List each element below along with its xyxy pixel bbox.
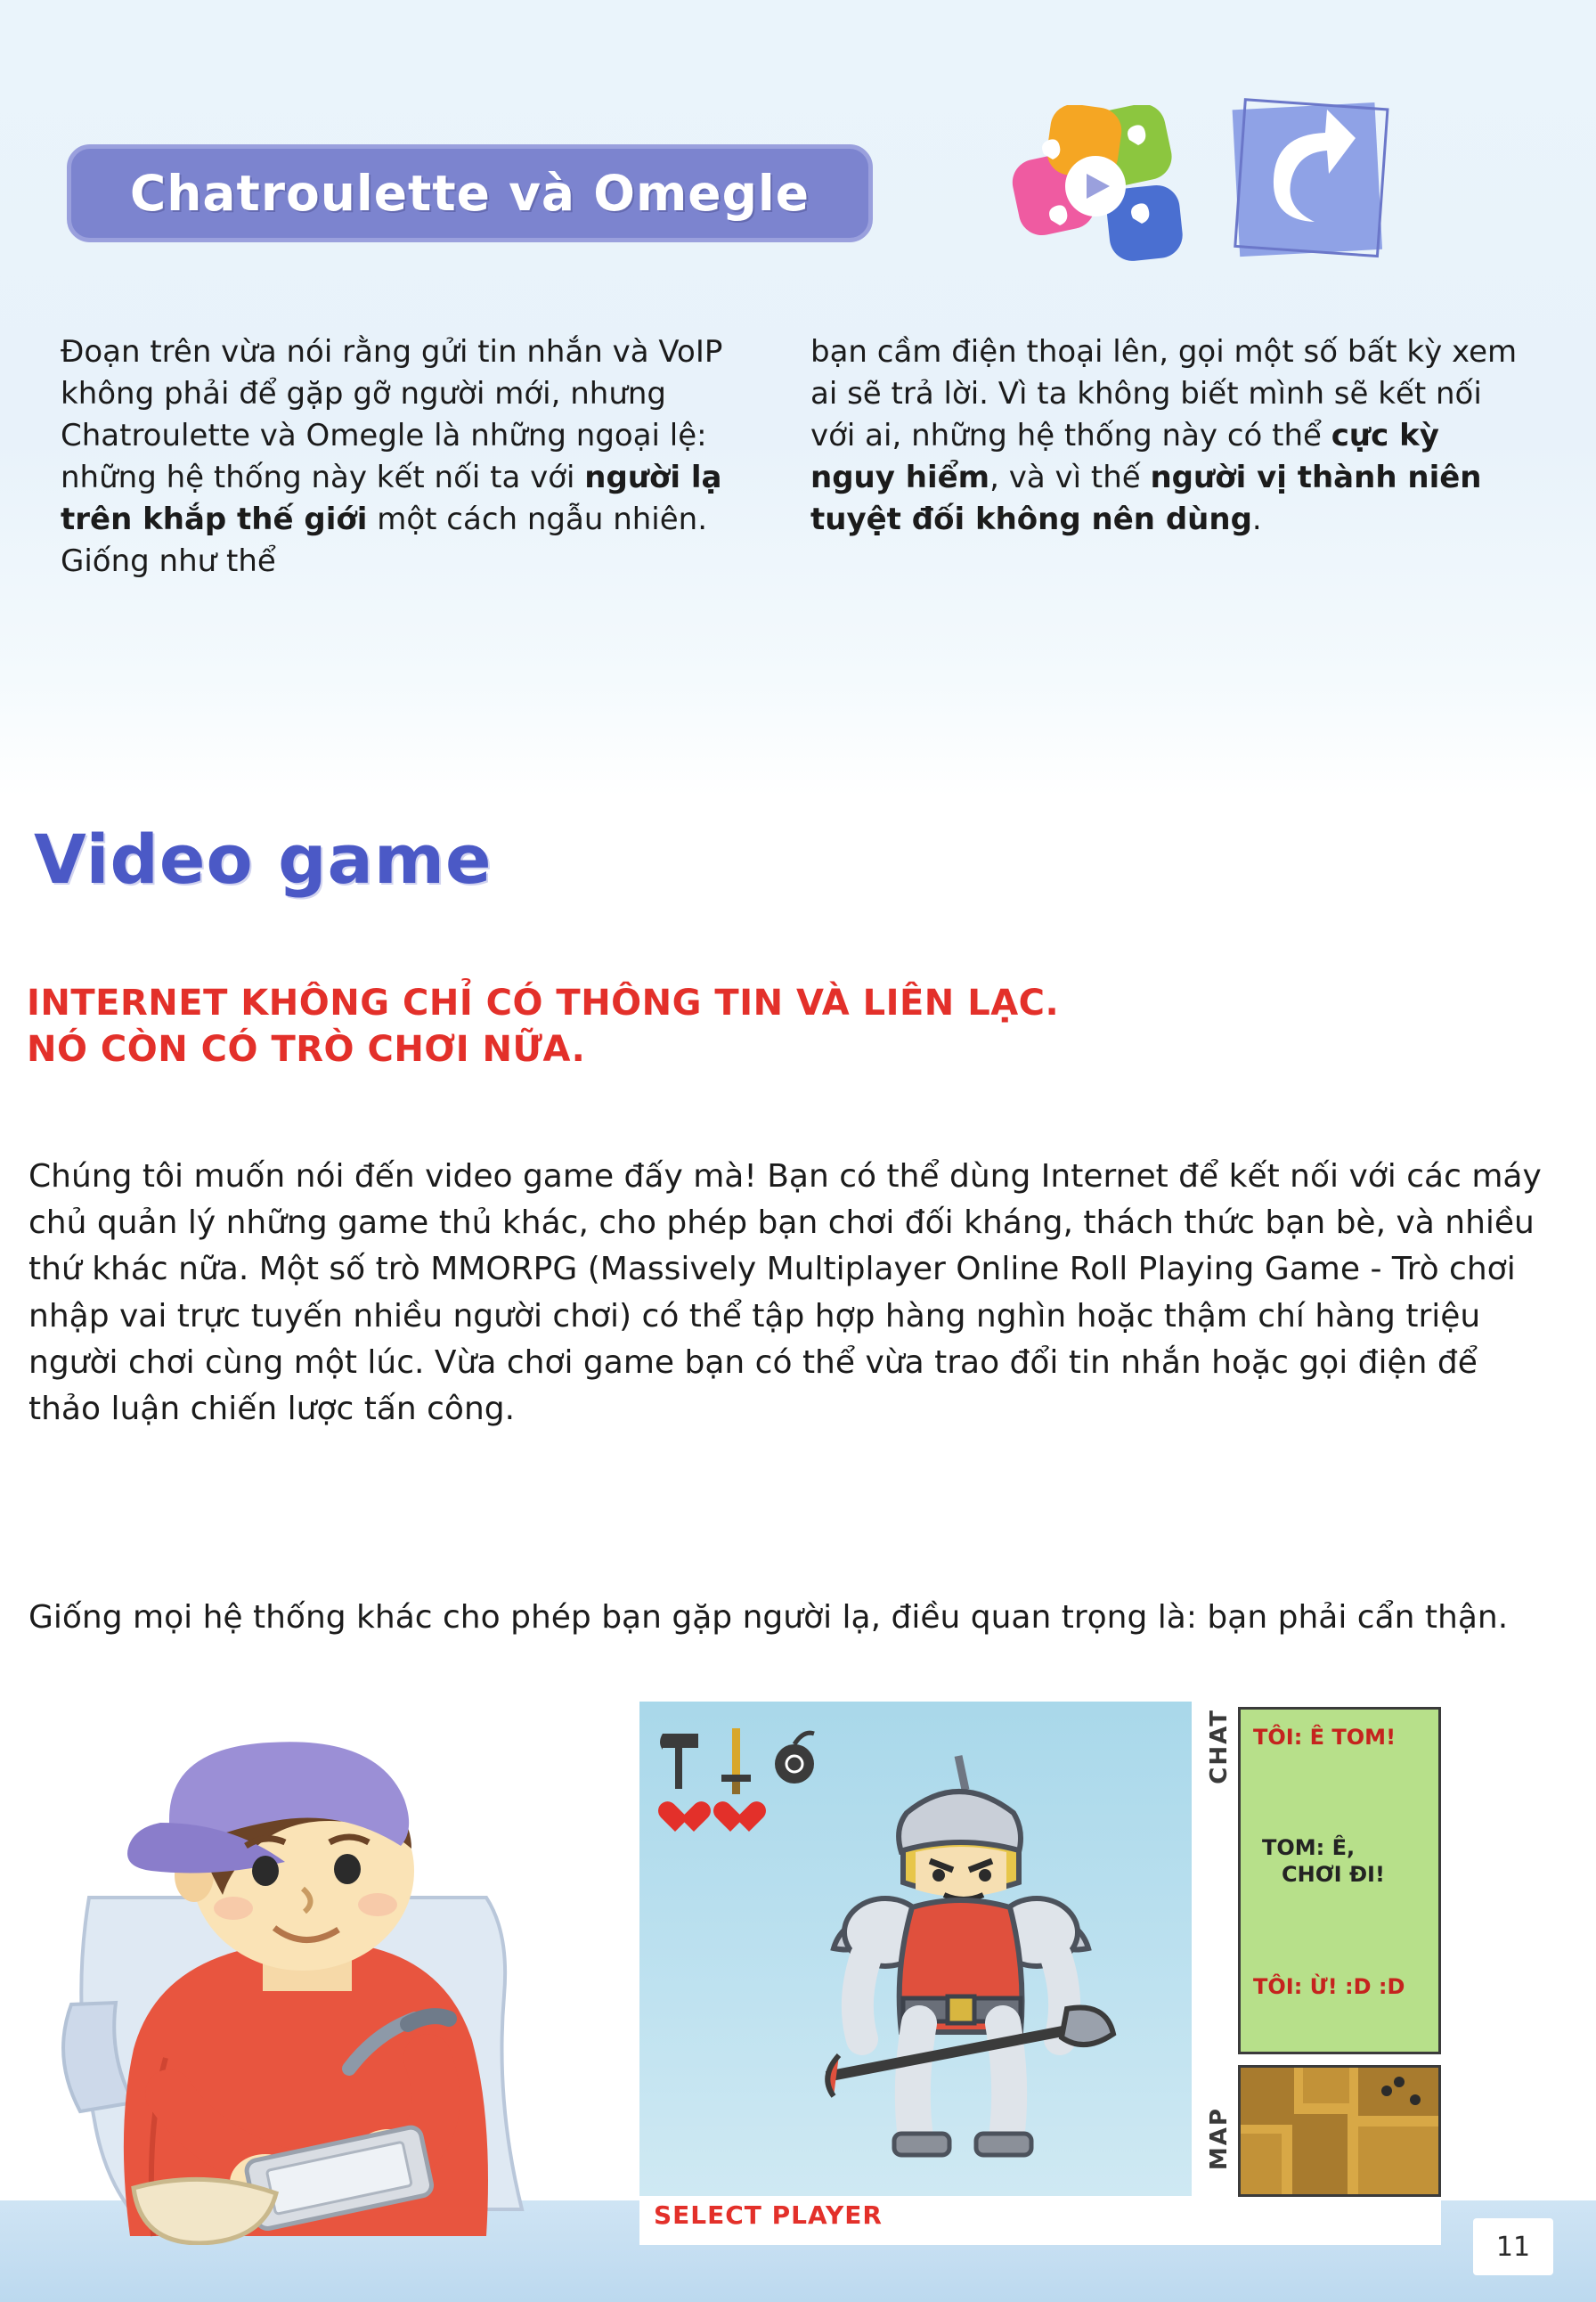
intro-right-text-1: bạn cầm điện thoại lên, gọi một số bất kỳ xem ai sẽ trả lời. Vì ta không biết mình sẽ kết nối với ai, những hệ thống này có thể — [810, 334, 1518, 453]
chat-label: CHAT — [1206, 1709, 1233, 1784]
intro-left-text-1: Đoạn trên vừa nói rằng gửi tin nhắn và VoIP không phải để gặp gỡ người mới, nhưng Chatroulette và Omegle là những ngoại lệ: những hệ thống này kết nối ta với — [61, 334, 723, 495]
body-paragraph-2: Giống mọi hệ thống khác cho phép bạn gặp người lạ, điều quan trọng là: bạn phải cẩn thận. — [28, 1599, 1509, 1636]
select-player-label: SELECT PLAYER — [654, 2200, 883, 2230]
arrow-square-icon — [1220, 94, 1398, 272]
section-banner — [67, 144, 873, 242]
boy-playing-handheld-console — [36, 1737, 623, 2245]
body-paragraph-1: Chúng tôi muốn nói đến video game đấy mà! Bạn có thể dùng Internet để kết nối với các máy chủ quản lý những game thủ khác, cho phép bạn chơi đối kháng, thách thức bạn bè, và nhiều thứ khác nữa. Một số trò MMORPG (Massively Multiplayer Online Roll Playing Game - Trò chơi nhập vai trực tuyến nhiều người chơi) có thể tập hợp hàng nghìn hoặc thậm chí hàng triệu người chơi cùng một lúc. Vừa chơi game bạn có thể vừa trao đổi tin nhắn hoặc gọi điện để thảo luận chiến lược tấn công. — [28, 1158, 1542, 1427]
chat-message — [1262, 1834, 1385, 1888]
knight-warrior-character — [773, 1742, 1147, 2169]
pinwheel-social-icon — [993, 105, 1198, 274]
intro-right-text-3: . — [1251, 501, 1262, 537]
section-lead-line-1: INTERNET KHÔNG CHỈ CÓ THÔNG TIN VÀ LIÊN LẠC. — [27, 983, 1060, 1024]
chat-message-line: CHƠI ĐI! — [1282, 1862, 1385, 1887]
game-screen-illustration — [639, 1702, 1441, 2245]
map-label: MAP — [1206, 2107, 1233, 2171]
intro-right-text-2: , và vì thế — [989, 459, 1151, 495]
game-screen — [639, 1702, 1192, 2230]
chat-message-line: TOM: Ê, — [1262, 1835, 1356, 1860]
intro-right-column — [810, 331, 1532, 541]
chat-panel — [1238, 1707, 1441, 2054]
intro-right-bold-1: cực kỳ nguy hiểm — [810, 417, 1439, 495]
page-title: Video game — [34, 820, 493, 899]
section-lead — [27, 980, 1541, 1073]
heart-icon — [712, 1800, 748, 1835]
sword-icon — [721, 1728, 751, 1794]
intro-left-text-2: một cách ngẫu nhiên. Giống như thể — [61, 501, 708, 579]
mini-map — [1238, 2065, 1441, 2197]
chat-message: TÔI: Ừ! :D :D — [1253, 1974, 1405, 1999]
hammer-icon — [660, 1734, 698, 1789]
section-lead-line-2: NÓ CÒN CÓ TRÒ CHƠI NỮA. — [27, 1029, 586, 1070]
page-number: 11 — [1473, 2218, 1553, 2275]
intro-right-bold-2: người vị thành niên tuyệt đối không nên dùng — [810, 459, 1482, 537]
intro-left-bold: người lạ trên khắp thế giới — [61, 459, 722, 537]
banner-title: Chatroulette và Omegle — [129, 165, 810, 222]
heart-icon — [657, 1800, 693, 1835]
intro-left-column — [61, 331, 764, 582]
life-hearts — [657, 1800, 764, 1840]
chat-message: TÔI: Ê TOM! — [1253, 1725, 1396, 1750]
